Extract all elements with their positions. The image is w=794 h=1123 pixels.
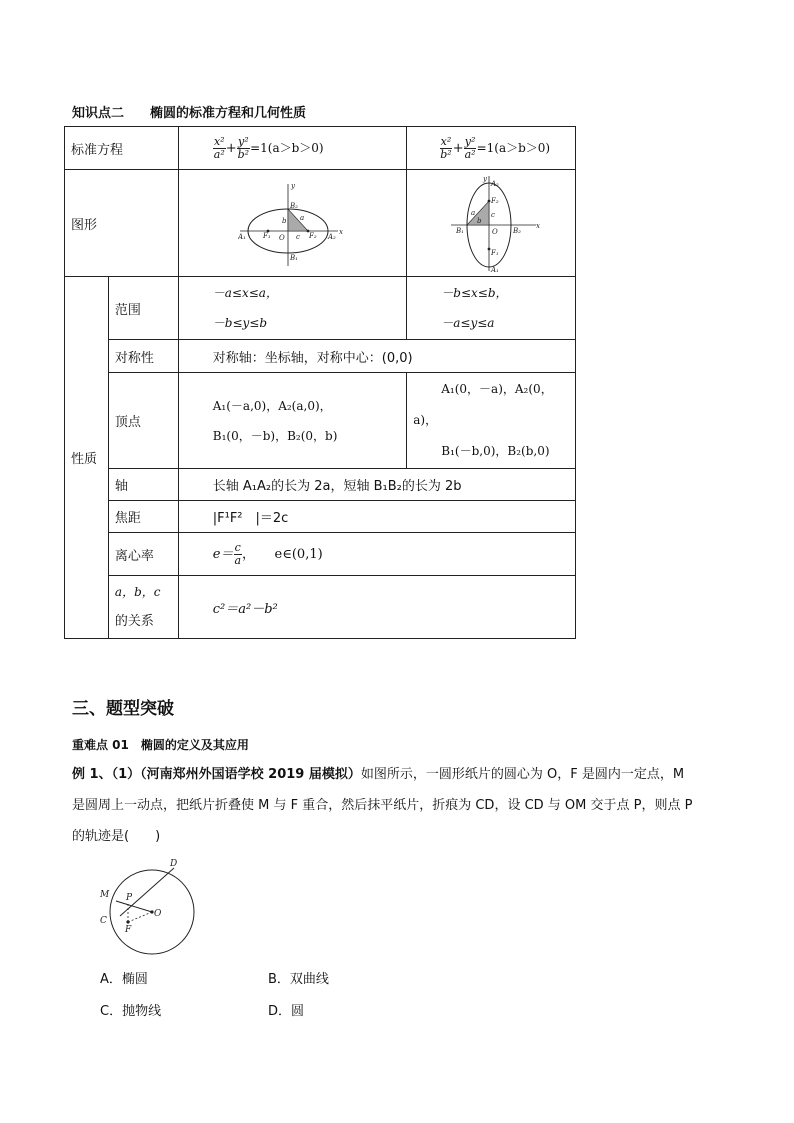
label-vertex: 顶点 xyxy=(108,373,178,469)
svg-text:B₂: B₂ xyxy=(289,202,298,210)
section-title: 三、题型突破 xyxy=(72,699,174,719)
label-standard-equation: 标准方程 xyxy=(65,127,179,170)
vertex-vertical-a-cont: a)， xyxy=(413,413,438,427)
range-horizontal-y: －b≤y≤b xyxy=(212,316,268,330)
label-range: 范围 xyxy=(108,277,178,340)
eccentricity-text: e＝ $\frac{c}{a}$ ， e∈(0,1) xyxy=(178,533,575,576)
horizontal-ellipse-figure xyxy=(238,178,348,268)
range-vertical-y: －a≤y≤a xyxy=(441,316,495,330)
svg-text:P: P xyxy=(126,893,133,903)
svg-text:B₁: B₁ xyxy=(456,227,465,235)
vertex-vertical-a: A₁(0，－a)，A₂(0， xyxy=(441,382,553,396)
example-1-line3: 的轨迹是( ) xyxy=(72,829,161,844)
equation-horizontal: $\frac{\text{x²}}{\text{a²}}$ + $\frac{\text{y²}}{\text{b²}}$ =1(a＞b＞0) xyxy=(178,127,407,170)
label-relation: 的关系 xyxy=(114,614,154,629)
row-focal-distance xyxy=(65,501,576,533)
equation-vertical: $\frac{\text{x²}}{\text{b²}}$ + $\frac{\text{y²}}{\text{a²}}$ =1(a＞b＞0) xyxy=(407,127,576,170)
svg-text:x: x xyxy=(338,228,343,236)
example-1-line1: 如图所示，一圆形纸片的圆心为 O，F 是圆内一定点，M xyxy=(360,767,685,782)
svg-text:M: M xyxy=(100,890,110,900)
section-heading: 知识点二 椭圆的标准方程和几何性质 xyxy=(72,106,307,121)
svg-text:y: y xyxy=(483,175,488,183)
vertex-horizontal-b: B₁(0，－b)，B₂(0，b) xyxy=(212,428,338,443)
svg-text:y: y xyxy=(290,182,295,190)
svg-text:b: b xyxy=(477,217,482,225)
svg-text:C: C xyxy=(100,916,107,926)
range-horizontal-x: －a≤x≤a， xyxy=(212,286,278,300)
svg-text:F₁: F₁ xyxy=(262,232,271,240)
row-abc-relation xyxy=(65,576,576,639)
label-symmetry: 对称性 xyxy=(108,340,178,373)
option-a[interactable]: A．椭圆 xyxy=(100,972,148,987)
row-symmetry xyxy=(65,340,576,373)
option-c[interactable]: C．抛物线 xyxy=(100,1004,162,1019)
label-graph: 图形 xyxy=(65,170,179,277)
ellipse-properties-table xyxy=(64,126,576,639)
axis-text: 长轴 A₁A₂的长为 2a，短轴 B₁B₂的长为 2b xyxy=(178,469,575,501)
svg-text:A₁: A₁ xyxy=(237,233,246,241)
svg-text:a: a xyxy=(299,214,304,222)
row-standard-equation xyxy=(65,127,576,170)
example-1-line2: 是圆周上一动点，把纸片折叠使 M 与 F 重合，然后抹平纸片，折痕为 CD，设 CD 与 OM 交于点 P，则点 P xyxy=(72,798,693,813)
svg-text:F₂: F₂ xyxy=(491,197,499,205)
row-eccentricity xyxy=(65,533,576,576)
option-d[interactable]: D．圆 xyxy=(268,1004,305,1019)
svg-text:c: c xyxy=(491,211,496,219)
svg-text:O: O xyxy=(492,228,498,236)
point-heading: 重难点 01 椭圆的定义及其应用 xyxy=(72,738,249,752)
label-focal-distance: 焦距 xyxy=(108,501,178,533)
label-abc: a，b，c xyxy=(114,585,161,599)
row-vertex xyxy=(65,373,576,469)
svg-text:O: O xyxy=(154,909,162,919)
svg-text:F₁: F₁ xyxy=(491,249,499,257)
svg-text:a: a xyxy=(471,209,476,217)
row-graph xyxy=(65,170,576,277)
folded-circle-figure xyxy=(96,856,200,956)
svg-text:F₂: F₂ xyxy=(308,232,317,240)
svg-text:x: x xyxy=(536,222,541,230)
label-eccentricity: 离心率 xyxy=(108,533,178,576)
svg-text:B₂: B₂ xyxy=(513,227,522,235)
svg-text:b: b xyxy=(281,217,286,225)
row-range xyxy=(65,277,576,340)
svg-text:B₁: B₁ xyxy=(289,254,298,262)
svg-text:c: c xyxy=(295,233,300,241)
row-axis xyxy=(65,469,576,501)
svg-text:D: D xyxy=(170,859,178,869)
svg-text:A₂: A₂ xyxy=(491,180,499,188)
svg-text:A₁: A₁ xyxy=(491,266,499,273)
focal-distance-text: |F¹F² |＝2c xyxy=(178,501,575,533)
label-properties: 性质 xyxy=(65,277,109,639)
range-vertical-x: －b≤x≤b， xyxy=(441,286,508,300)
example-1-text xyxy=(72,759,722,852)
svg-text:O: O xyxy=(278,234,285,242)
vertical-ellipse-figure xyxy=(441,173,541,273)
label-axis: 轴 xyxy=(108,469,178,501)
option-b[interactable]: B．双曲线 xyxy=(268,972,329,987)
example-1-lead: 例 1、（1）（河南郑州外国语学校 2019 届模拟） xyxy=(72,767,361,782)
abc-relation-text: c²＝a²－b² xyxy=(178,576,575,639)
symmetry-text: 对称轴：坐标轴，对称中心：(0,0) xyxy=(178,340,575,373)
vertex-horizontal-a: A₁(－a,0)，A₂(a,0)， xyxy=(212,398,332,413)
svg-text:F: F xyxy=(125,925,132,935)
vertex-vertical-b: B₁(－b,0)，B₂(b,0) xyxy=(441,444,550,458)
svg-text:A₂: A₂ xyxy=(327,233,336,241)
